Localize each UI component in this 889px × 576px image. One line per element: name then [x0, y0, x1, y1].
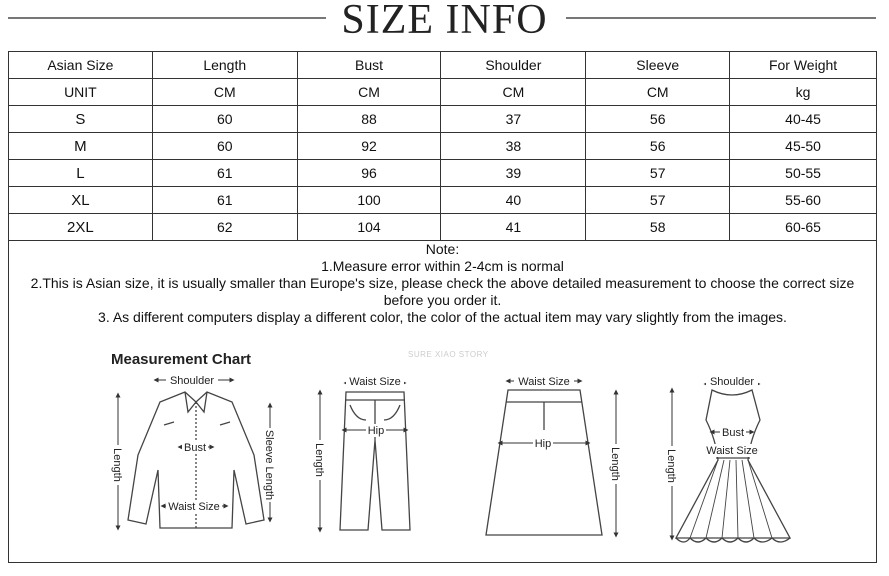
watermark: SURE XIAO STORY — [408, 350, 489, 359]
table-cell: 39 — [441, 160, 586, 187]
header-cell: Sleeve — [586, 52, 730, 79]
shirt-bust-label: Bust — [183, 442, 207, 454]
skirt-waist-label: Waist Size — [518, 376, 570, 388]
header-cell: Shoulder — [441, 52, 586, 79]
skirt-length-label: Length — [609, 447, 621, 481]
table-cell: 45-50 — [730, 133, 877, 160]
table-cell: 60-65 — [730, 214, 877, 241]
dress-pleats — [690, 460, 772, 538]
table-cell: 58 — [586, 214, 730, 241]
size-cell: XL — [9, 187, 153, 214]
size-cell: S — [9, 106, 153, 133]
table-cell: 61 — [152, 187, 297, 214]
table-cell: 60 — [152, 133, 297, 160]
dress-length-label: Length — [665, 449, 677, 483]
size-cell: 2XL — [9, 214, 153, 241]
table-cell: 96 — [297, 160, 441, 187]
pants-waist-label: Waist Size — [349, 376, 401, 388]
pants-measure-lines — [320, 383, 406, 530]
table-cell: 104 — [297, 214, 441, 241]
table-cell: 60 — [152, 106, 297, 133]
unit-cell: UNIT — [9, 79, 153, 106]
table-cell: 55-60 — [730, 187, 877, 214]
dress-shoulder-label: Shoulder — [709, 376, 755, 388]
table-cell: 88 — [297, 106, 441, 133]
table-cell: 40-45 — [730, 106, 877, 133]
size-cell: M — [9, 133, 153, 160]
notes-heading: Note: — [425, 241, 460, 257]
dress-diagram — [676, 390, 790, 542]
header-cell: Bust — [297, 52, 441, 79]
unit-cell: CM — [297, 79, 441, 106]
table-cell: 57 — [586, 160, 730, 187]
unit-cell: CM — [152, 79, 297, 106]
table-cell: 41 — [441, 214, 586, 241]
size-cell: L — [9, 160, 153, 187]
dress-measure-lines — [672, 384, 758, 538]
table-cell: 92 — [297, 133, 441, 160]
page-title: SIZE INFO — [341, 0, 548, 43]
table-cell: 37 — [441, 106, 586, 133]
pants-diagram — [340, 392, 410, 530]
unit-cell: CM — [586, 79, 730, 106]
pants-hip-label: Hip — [367, 425, 385, 437]
shirt-length-label: Length — [111, 448, 123, 482]
unit-cell: CM — [441, 79, 586, 106]
unit-cell: kg — [730, 79, 877, 106]
skirt-diagram — [486, 390, 602, 535]
shirt-waist-label: Waist Size — [168, 501, 220, 513]
measurement-chart-title: Measurement Chart — [111, 351, 252, 368]
header-cell: Length — [152, 52, 297, 79]
shirt-shoulder-label: Shoulder — [169, 375, 215, 387]
table-cell: 40 — [441, 187, 586, 214]
header-cell: Asian Size — [9, 52, 153, 79]
table-cell: 57 — [586, 187, 730, 214]
table-cell: 62 — [152, 214, 297, 241]
dress-outline — [676, 390, 790, 538]
dress-bust-label: Bust — [721, 427, 745, 439]
header-cell: For Weight — [730, 52, 877, 79]
table-cell: 56 — [586, 106, 730, 133]
pants-length-label: Length — [313, 443, 325, 477]
skirt-hip-label: Hip — [534, 438, 552, 450]
table-cell: 38 — [441, 133, 586, 160]
note-line: 2.This is Asian size, it is usually smaller than Europe's size, please check the above detailed measurement to choose the correct size — [30, 275, 855, 291]
note-line: 1.Measure error within 2-4cm is normal — [321, 258, 564, 274]
shirt-sleeve-label: Sleeve Length — [263, 429, 275, 501]
table-cell: 50-55 — [730, 160, 877, 187]
note-line: before you order it. — [383, 292, 502, 308]
dress-waist-label: Waist Size — [706, 445, 758, 457]
note-line: 3. As different computers display a different color, the color of the actual item may vary slightly from the images. — [98, 309, 787, 325]
table-cell: 56 — [586, 133, 730, 160]
table-cell: 100 — [297, 187, 441, 214]
table-cell: 61 — [152, 160, 297, 187]
